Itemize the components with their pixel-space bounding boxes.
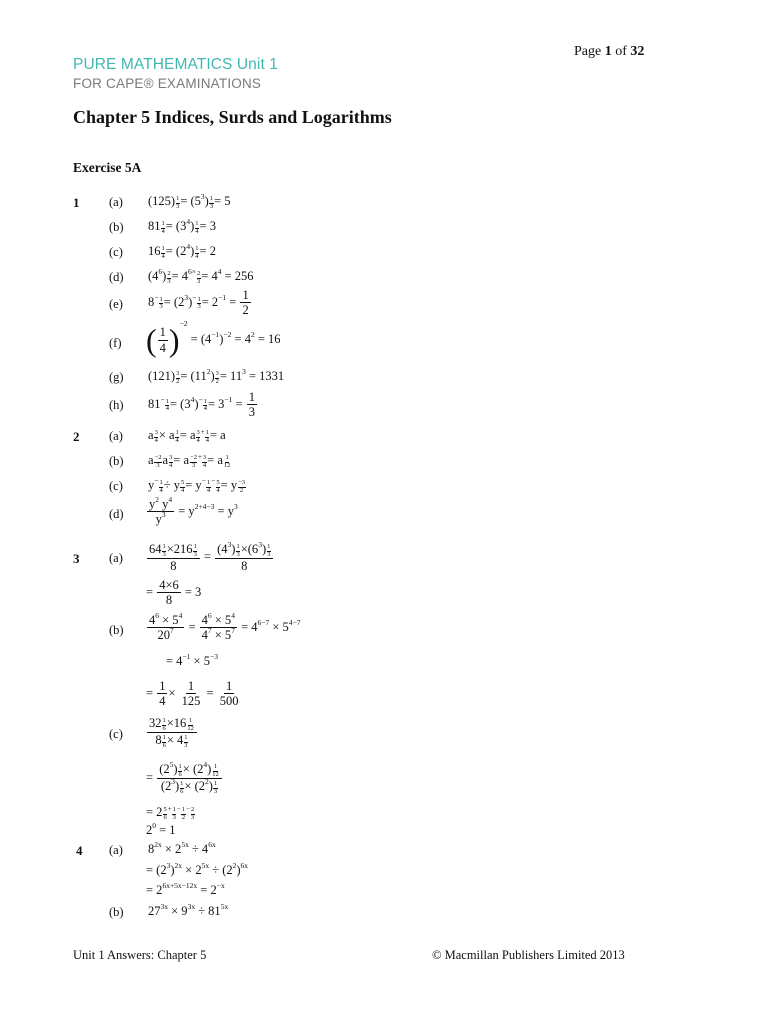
equation-1g: (121) $\frac{3}{2}$ = $(11^2)$ $\frac{3}{2}$ = $11^3 = 1331$ [148, 366, 285, 385]
equation-3c-line4: $2^0 = 1$ [146, 820, 176, 837]
equation-3c-line2: = $(2^5)$ $\frac{1}{6}$ × $(2^4)$ $\frac{1}{12}$ $(2^3)$ $\frac{1}{6}$ × $(2^2)$ $\frac{1}{3}$ [146, 762, 223, 795]
part-label: (d) [109, 270, 124, 284]
equation-1c: 16 $\frac{1}{4}$ = $(2^4)$ $\frac{1}{4}$ = 2 [148, 241, 216, 260]
brand-title: PURE MATHEMATICS Unit 1 [73, 56, 278, 73]
part-label: (b) [109, 454, 124, 468]
part-label: (a) [109, 551, 123, 565]
part-label: (a) [109, 429, 123, 443]
equation-2c: y− $\frac{1}{4}$ ÷ y $\frac{5}{4}$ = y− $\frac{1}{4}$ − $\frac{5}{4}$ = y $\frac{-3}{2}$ [148, 475, 245, 494]
page-indicator: Page 1 of 32 [574, 44, 645, 59]
part-label: (c) [109, 479, 123, 493]
part-label: (b) [109, 220, 124, 234]
part-label: (c) [109, 727, 123, 741]
chapter-title: Chapter 5 Indices, Surds and Logarithms [73, 107, 392, 127]
part-label: (b) [109, 623, 124, 637]
footer-left: Unit 1 Answers: Chapter 5 [73, 948, 207, 962]
equation-2b: a $\frac{-2}{3}$ a $\frac{3}{4}$ = a $\frac{-2}{3}$ + $\frac{3}{4}$ = a $\frac{1}{12}$ [148, 453, 231, 469]
question-number: 2 [73, 429, 80, 444]
part-label: (h) [109, 398, 124, 412]
equation-1b: 81 $\frac{1}{4}$ = $(3^4)$ $\frac{1}{4}$ = 3 [148, 216, 216, 235]
part-label: (f) [109, 336, 122, 350]
equation-3b-line2: = $4^{-1} \times 5^{-3}$ [166, 651, 218, 668]
part-label: (a) [109, 195, 123, 209]
equation-3b-line3: = $\frac{1}{4}$ × $\frac{1}{125}$ = $\frac{1}{500}$ [146, 679, 239, 709]
equation-4b-line1: $27^{3x} \times 9^{3x} \div 81^{5x}$ [148, 901, 229, 918]
part-label: (g) [109, 370, 124, 384]
part-label: (b) [109, 905, 124, 919]
equation-3c-line3: = 2 $\frac{5}{6}$ + $\frac{1}{3}$ − $\frac{1}{2}$ − $\frac{2}{3}$ [146, 805, 195, 821]
equation-1f: ( $\frac{1}{4}$ )$^{-2} = (4^{-1})^{-2} = 4^2 = 16$ [146, 318, 281, 358]
equation-1d: $(4^6)$ $\frac{2}{3}$ = $4^{6\times}$ $\frac{2}{3}$ = $4^4 = 256$ [148, 266, 254, 285]
equation-2d: $\frac{y^2 y^4}{y^3}$ = $y^{2+4-3} = y^3$ [149, 494, 238, 527]
equation-1a: (125) $\frac{1}{3}$ = $(5^3)$ $\frac{1}{3}$ = 5 [148, 191, 231, 210]
exercise-title: Exercise 5A [73, 160, 142, 175]
question-number: 3 [73, 551, 80, 566]
equation-3c-line1: 32 $\frac{1}{6}$ ×16 $\frac{1}{12}$ 8 $\frac{1}{6}$ × 4 $\frac{1}{3}$ [146, 716, 198, 749]
part-label: (a) [109, 843, 123, 857]
equation-1e: 8− $\frac{1}{3}$ = $(2^3)^-$ $\frac{1}{3}$ = $2^{-1}$ = $\frac{1}{2}$ [148, 288, 249, 318]
part-label: (c) [109, 245, 123, 259]
part-label: (e) [109, 297, 123, 311]
equation-3a-line2: = $\frac{4\times 6}{8}$ = 3 [146, 578, 202, 608]
question-number: 1 [73, 195, 80, 210]
equation-3a-line1: 64 $\frac{1}{3}$ ×216 $\frac{1}{3}$ 8 = $(4^3)$ $\frac{1}{3}$ $\times(6^3)$ $\frac{1}{3}$ 8 [146, 542, 274, 573]
brand-subtitle: FOR CAPE® EXAMINATIONS [73, 76, 262, 91]
equation-2a: a $\frac{3}{4}$ × a $\frac{1}{4}$ = a $\frac{3}{4}$ + $\frac{1}{4}$ = a [148, 428, 226, 444]
footer-copyright: © Macmillan Publishers Limited 2013 [432, 948, 625, 962]
question-number: 4 [76, 843, 83, 858]
equation-4a-line3: = $2^{6x+5x-12x} = 2^{-x}$ [146, 880, 225, 897]
equation-1h: 81− $\frac{1}{4}$ = $(3^4)^-$ $\frac{1}{4}$ = $3^{-1}$ = $\frac{1}{3}$ [148, 390, 255, 420]
part-label: (d) [109, 507, 124, 521]
equation-4a-line1: $8^{2x} \times 2^{5x} \div 4^{6x}$ [148, 839, 216, 856]
equation-3b-line1: $\frac{4^6 \times 5^4}{20^7}$ = $\frac{4^6 \times 5^4}{4^7 \times 5^7}$ = $4^{6-7} \times 5^{4-7}$ [149, 610, 301, 643]
equation-4a-line2: = $(2^3)^{2x} \times 2^{5x} \div (2^2)^{6x}$ [146, 860, 249, 877]
